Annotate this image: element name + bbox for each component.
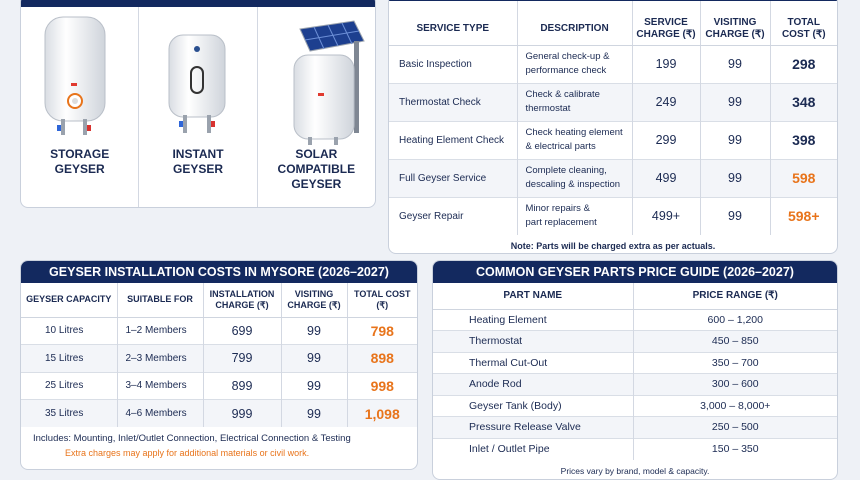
table-row bbox=[21, 400, 417, 428]
column-header: INSTALLATION CHARGE (₹) bbox=[203, 283, 281, 317]
part-name: Thermostat bbox=[433, 331, 633, 353]
total-cost: 348 bbox=[770, 83, 837, 121]
installation-charge: 899 bbox=[203, 372, 281, 400]
service-note: Note: Parts will be charged extra as per actuals. bbox=[510, 241, 716, 251]
table-row bbox=[389, 83, 837, 121]
column-header: SUITABLE FOR bbox=[117, 283, 203, 317]
geyser-type-instant bbox=[139, 7, 257, 207]
column-header: SERVICE CHARGE (₹) bbox=[632, 1, 700, 45]
visiting-charge: 99 bbox=[281, 317, 347, 345]
column-header: PART NAME bbox=[433, 283, 633, 309]
installation-costs-table bbox=[21, 283, 417, 427]
installation-title: GEYSER INSTALLATION COSTS IN MYSORE (2026–2027) bbox=[21, 261, 417, 283]
table-row bbox=[433, 417, 837, 439]
geyser-capacity: 25 Litres bbox=[21, 372, 117, 400]
visiting-charge: 99 bbox=[281, 372, 347, 400]
price-range: 350 – 700 bbox=[633, 352, 837, 374]
table-row bbox=[433, 331, 837, 353]
column-header: SERVICE TYPE bbox=[389, 1, 517, 45]
price-range: 300 – 600 bbox=[633, 374, 837, 396]
column-header: TOTAL COST (₹) bbox=[347, 283, 417, 317]
storage-geyser-icon bbox=[21, 7, 139, 147]
column-header: VISITING CHARGE (₹) bbox=[281, 283, 347, 317]
total-cost: 398 bbox=[770, 121, 837, 159]
geyser-capacity: 15 Litres bbox=[21, 345, 117, 373]
total-cost: 998 bbox=[347, 372, 417, 400]
price-range: 3,000 – 8,000+ bbox=[633, 395, 837, 417]
visiting-charge: 99 bbox=[281, 345, 347, 373]
service-type: Geyser Repair bbox=[389, 197, 517, 235]
geyser-type-label: STORAGE GEYSER bbox=[50, 147, 110, 176]
total-cost: 798 bbox=[347, 317, 417, 345]
service-description: General check-up & performance check bbox=[517, 45, 632, 83]
part-name: Geyser Tank (Body) bbox=[433, 395, 633, 417]
part-name: Heating Element bbox=[433, 309, 633, 331]
table-row bbox=[21, 372, 417, 400]
parts-price-card bbox=[432, 260, 838, 480]
column-header: TOTAL COST (₹) bbox=[770, 1, 837, 45]
table-row bbox=[433, 374, 837, 396]
price-range: 600 – 1,200 bbox=[633, 309, 837, 331]
table-row bbox=[389, 121, 837, 159]
installation-costs-card bbox=[20, 260, 418, 470]
installation-charge: 799 bbox=[203, 345, 281, 373]
service-description: Complete cleaning, descaling & inspection bbox=[517, 159, 632, 197]
installation-charge: 999 bbox=[203, 400, 281, 428]
parts-price-table bbox=[433, 283, 837, 460]
service-type: Full Geyser Service bbox=[389, 159, 517, 197]
total-cost: 598 bbox=[770, 159, 837, 197]
column-header: VISITING CHARGE (₹) bbox=[700, 1, 770, 45]
service-charge: 499+ bbox=[632, 197, 700, 235]
table-row bbox=[21, 345, 417, 373]
table-header-row bbox=[433, 283, 837, 309]
parts-title: COMMON GEYSER PARTS PRICE GUIDE (2026–2027) bbox=[433, 261, 837, 283]
visiting-charge: 99 bbox=[281, 400, 347, 428]
geyser-type-label: INSTANT GEYSER bbox=[172, 147, 224, 176]
table-row bbox=[389, 159, 837, 197]
table-row bbox=[389, 197, 837, 235]
geyser-capacity: 35 Litres bbox=[21, 400, 117, 428]
price-range: 450 – 850 bbox=[633, 331, 837, 353]
geyser-card-header-bar bbox=[21, 0, 375, 7]
part-name: Pressure Release Valve bbox=[433, 417, 633, 439]
installation-charge: 699 bbox=[203, 317, 281, 345]
service-type: Heating Element Check bbox=[389, 121, 517, 159]
table-row bbox=[433, 309, 837, 331]
price-range: 150 – 350 bbox=[633, 438, 837, 460]
table-row bbox=[389, 45, 837, 83]
price-range: 250 – 500 bbox=[633, 417, 837, 439]
table-row bbox=[433, 352, 837, 374]
service-charge: 299 bbox=[632, 121, 700, 159]
column-header: PRICE RANGE (₹) bbox=[633, 283, 837, 309]
table-row bbox=[433, 395, 837, 417]
service-description: Check & calibrate thermostat bbox=[517, 83, 632, 121]
part-name: Thermal Cut-Out bbox=[433, 352, 633, 374]
total-cost: 298 bbox=[770, 45, 837, 83]
visiting-charge: 99 bbox=[700, 83, 770, 121]
total-cost: 898 bbox=[347, 345, 417, 373]
service-charges-card bbox=[388, 0, 838, 254]
service-charge: 199 bbox=[632, 45, 700, 83]
table-header-row bbox=[21, 283, 417, 317]
suitable-for: 3–4 Members bbox=[117, 372, 203, 400]
suitable-for: 4–6 Members bbox=[117, 400, 203, 428]
geyser-capacity: 10 Litres bbox=[21, 317, 117, 345]
service-charge: 499 bbox=[632, 159, 700, 197]
instant-geyser-icon bbox=[139, 7, 257, 147]
part-name: Anode Rod bbox=[433, 374, 633, 396]
geyser-type-solar bbox=[258, 7, 375, 207]
total-cost: 598+ bbox=[770, 197, 837, 235]
geyser-type-label: SOLAR COMPATIBLE GEYSER bbox=[277, 147, 356, 191]
includes-note: Includes: Mounting, Inlet/Outlet Connection, Electrical Connection & Testing bbox=[33, 433, 351, 444]
total-cost: 1,098 bbox=[347, 400, 417, 428]
visiting-charge: 99 bbox=[700, 159, 770, 197]
service-description: Check heating element & electrical parts bbox=[517, 121, 632, 159]
column-header: DESCRIPTION bbox=[517, 1, 632, 45]
service-description: Minor repairs & part replacement bbox=[517, 197, 632, 235]
visiting-charge: 99 bbox=[700, 197, 770, 235]
suitable-for: 1–2 Members bbox=[117, 317, 203, 345]
part-name: Inlet / Outlet Pipe bbox=[433, 438, 633, 460]
suitable-for: 2–3 Members bbox=[117, 345, 203, 373]
table-row bbox=[433, 438, 837, 460]
column-header: GEYSER CAPACITY bbox=[21, 283, 117, 317]
geyser-type-storage bbox=[21, 7, 139, 207]
table-header-row bbox=[389, 1, 837, 45]
table-row bbox=[21, 317, 417, 345]
parts-note: Prices vary by brand, model & capacity. bbox=[560, 465, 710, 476]
visiting-charge: 99 bbox=[700, 45, 770, 83]
geyser-types-card bbox=[20, 0, 376, 208]
service-charges-table bbox=[389, 1, 837, 235]
extra-charges-note: Extra charges may apply for additional materials or civil work. bbox=[65, 448, 310, 458]
service-type: Thermostat Check bbox=[389, 83, 517, 121]
visiting-charge: 99 bbox=[700, 121, 770, 159]
solar-geyser-icon bbox=[258, 7, 376, 147]
service-charge: 249 bbox=[632, 83, 700, 121]
service-type: Basic Inspection bbox=[389, 45, 517, 83]
